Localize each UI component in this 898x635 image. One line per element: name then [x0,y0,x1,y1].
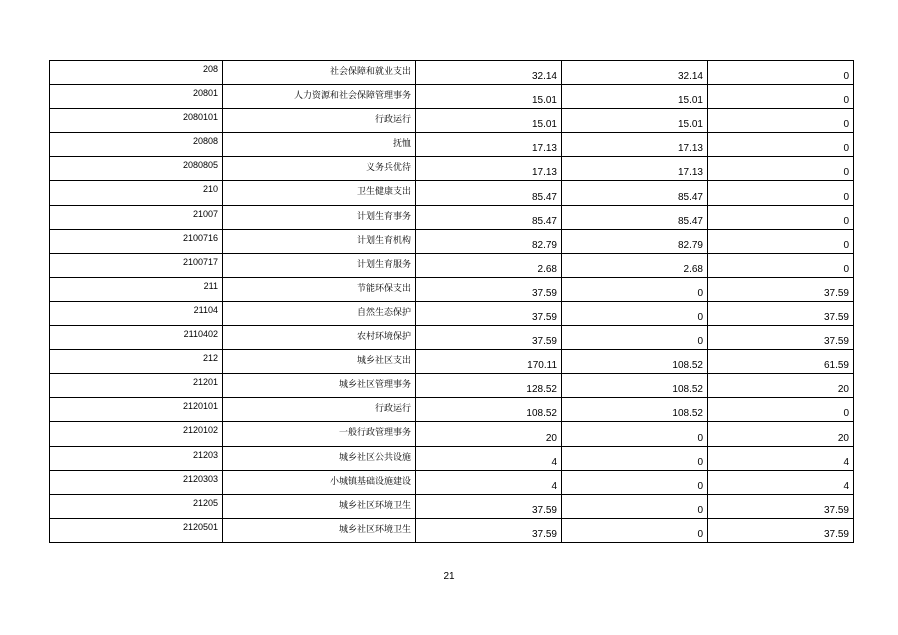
cell-basic: 0 [562,277,708,301]
cell-total: 2.68 [416,253,562,277]
cell-code: 2120102 [50,422,223,446]
cell-basic: 0 [562,494,708,518]
cell-basic: 0 [562,301,708,325]
cell-total: 4 [416,446,562,470]
cell-name: 计划生育机构 [223,229,416,253]
cell-project: 0 [708,205,854,229]
table-row [50,61,854,85]
cell-project: 37.59 [708,301,854,325]
cell-name: 社会保障和就业支出 [223,61,416,85]
cell-basic: 0 [562,470,708,494]
cell-name: 人力资源和社会保障管理事务 [223,85,416,109]
cell-project: 37.59 [708,326,854,350]
cell-project: 0 [708,253,854,277]
cell-code: 21205 [50,494,223,518]
cell-project: 0 [708,133,854,157]
table-row [50,133,854,157]
table-row [50,494,854,518]
page-number: 21 [443,571,455,582]
cell-basic: 32.14 [562,61,708,85]
cell-basic: 15.01 [562,85,708,109]
cell-project: 0 [708,229,854,253]
cell-total: 4 [416,470,562,494]
cell-code: 2120303 [50,470,223,494]
cell-total: 15.01 [416,85,562,109]
table-row [50,350,854,374]
cell-project: 0 [708,398,854,422]
cell-basic: 17.13 [562,157,708,181]
cell-code: 211 [50,277,223,301]
cell-total: 15.01 [416,109,562,133]
cell-code: 2100717 [50,253,223,277]
cell-total: 82.79 [416,229,562,253]
cell-project: 0 [708,109,854,133]
cell-code: 2080805 [50,157,223,181]
cell-name: 自然生态保护 [223,301,416,325]
cell-code: 2120101 [50,398,223,422]
cell-project: 37.59 [708,277,854,301]
cell-basic: 15.01 [562,109,708,133]
cell-basic: 0 [562,422,708,446]
cell-project: 0 [708,181,854,205]
table-row [50,518,854,542]
cell-name: 行政运行 [223,398,416,422]
table-row [50,157,854,181]
table-row [50,85,854,109]
cell-project: 20 [708,422,854,446]
cell-total: 17.13 [416,157,562,181]
cell-total: 85.47 [416,181,562,205]
cell-project: 0 [708,157,854,181]
cell-code: 20808 [50,133,223,157]
cell-total: 85.47 [416,205,562,229]
cell-name: 城乡社区公共设施 [223,446,416,470]
cell-basic: 0 [562,518,708,542]
cell-code: 2120501 [50,518,223,542]
table-row [50,374,854,398]
table-body [50,61,854,543]
cell-basic: 2.68 [562,253,708,277]
cell-basic: 108.52 [562,398,708,422]
cell-code: 2080101 [50,109,223,133]
table-row [50,326,854,350]
cell-total: 20 [416,422,562,446]
cell-name: 行政运行 [223,109,416,133]
cell-project: 0 [708,61,854,85]
cell-name: 卫生健康支出 [223,181,416,205]
cell-code: 210 [50,181,223,205]
table-row [50,229,854,253]
budget-table [49,60,854,543]
cell-name: 城乡社区环境卫生 [223,494,416,518]
cell-name: 小城镇基础设施建设 [223,470,416,494]
cell-code: 2100716 [50,229,223,253]
cell-total: 170.11 [416,350,562,374]
cell-name: 计划生育事务 [223,205,416,229]
table-row [50,109,854,133]
table-row [50,181,854,205]
cell-code: 2110402 [50,326,223,350]
cell-project: 20 [708,374,854,398]
cell-code: 208 [50,61,223,85]
cell-basic: 85.47 [562,181,708,205]
table-row [50,422,854,446]
cell-project: 4 [708,446,854,470]
cell-project: 0 [708,85,854,109]
cell-name: 农村环境保护 [223,326,416,350]
cell-name: 节能环保支出 [223,277,416,301]
table-row [50,470,854,494]
cell-name: 城乡社区支出 [223,350,416,374]
cell-total: 37.59 [416,494,562,518]
cell-basic: 0 [562,326,708,350]
cell-name: 一般行政管理事务 [223,422,416,446]
cell-total: 128.52 [416,374,562,398]
cell-basic: 85.47 [562,205,708,229]
table-row [50,253,854,277]
cell-name: 义务兵优待 [223,157,416,181]
cell-code: 212 [50,350,223,374]
table-row [50,277,854,301]
cell-basic: 108.52 [562,374,708,398]
cell-name: 城乡社区管理事务 [223,374,416,398]
table-row [50,301,854,325]
cell-basic: 108.52 [562,350,708,374]
cell-total: 37.59 [416,277,562,301]
cell-total: 17.13 [416,133,562,157]
cell-project: 37.59 [708,494,854,518]
table-row [50,398,854,422]
cell-name: 抚恤 [223,133,416,157]
cell-total: 108.52 [416,398,562,422]
cell-name: 计划生育服务 [223,253,416,277]
cell-name: 城乡社区环境卫生 [223,518,416,542]
cell-project: 4 [708,470,854,494]
cell-project: 37.59 [708,518,854,542]
cell-basic: 82.79 [562,229,708,253]
cell-total: 32.14 [416,61,562,85]
table-row [50,205,854,229]
cell-basic: 17.13 [562,133,708,157]
cell-total: 37.59 [416,326,562,350]
cell-project: 61.59 [708,350,854,374]
cell-code: 21007 [50,205,223,229]
cell-code: 21203 [50,446,223,470]
cell-code: 21104 [50,301,223,325]
table-row [50,446,854,470]
cell-total: 37.59 [416,518,562,542]
cell-code: 20801 [50,85,223,109]
cell-total: 37.59 [416,301,562,325]
cell-code: 21201 [50,374,223,398]
cell-basic: 0 [562,446,708,470]
